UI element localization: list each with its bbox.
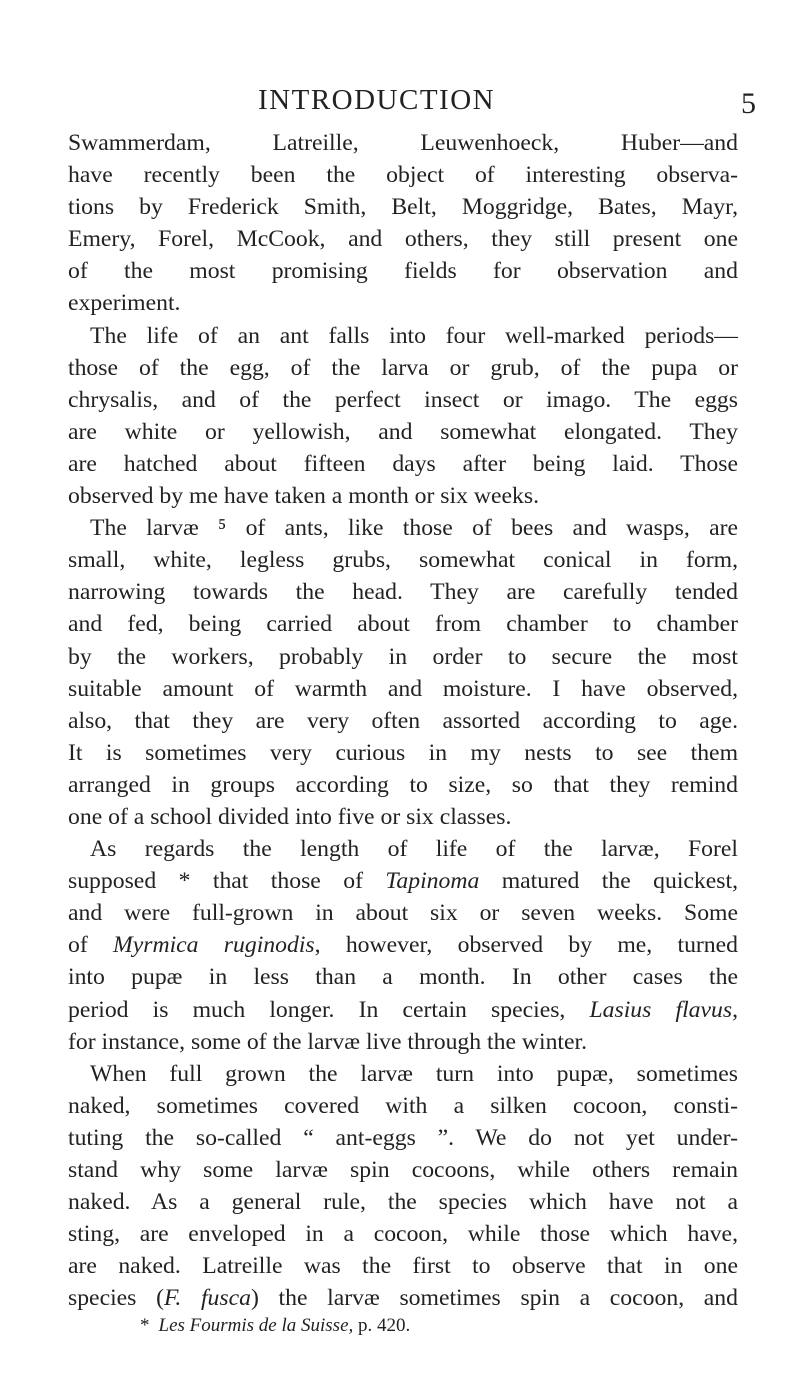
- footnote-title: Les Fourmis de la Suisse,: [158, 1315, 354, 1336]
- text-line: sting, are enveloped in a cocoon, while those which have,: [68, 1221, 738, 1248]
- text-line: period is much longer. In certain species, Lasius flavus,: [68, 996, 738, 1023]
- body-text: [68, 127, 738, 1314]
- text-line: As regards the length of life of the larvæ, Forel: [90, 836, 738, 863]
- footnote-page-ref: p. 420.: [358, 1315, 411, 1336]
- text-line: have recently been the object of interesting observa-: [68, 162, 738, 189]
- text-line: of the most promising fields for observation and: [68, 258, 738, 285]
- text-line: by the workers, probably in order to secure the most: [68, 643, 738, 670]
- text-line: tuting the so-called “ ant-eggs ”. We do not yet under-: [68, 1124, 738, 1151]
- text-line: The life of an ant falls into four well-marked periods—: [90, 322, 738, 349]
- text-line: one of a school divided into five or six classes.: [68, 803, 512, 830]
- text-line: tions by Frederick Smith, Belt, Moggridge, Bates, Mayr,: [68, 194, 738, 221]
- text-line: species (F. fusca) the larvæ sometimes spin a cocoon, and: [68, 1285, 738, 1312]
- text-line: into pupæ in less than a month. In other cases the: [68, 964, 738, 991]
- text-line: It is sometimes very curious in my nests to see them: [68, 739, 738, 766]
- text-line: and were full-grown in about six or seven weeks. Some: [68, 900, 738, 927]
- text-line: of Myrmica ruginodis, however, observed by me, turned: [68, 932, 739, 959]
- text-line: naked, sometimes covered with a silken cocoon, consti-: [68, 1092, 738, 1119]
- text-line: suitable amount of warmth and moisture. I have observed,: [68, 675, 738, 702]
- page-number: 5: [741, 87, 756, 120]
- text-line: Swammerdam, Latreille, Leuwenhoeck, Huber—and: [68, 130, 738, 156]
- footnote: [140, 1314, 410, 1338]
- text-line: experiment.: [68, 290, 181, 317]
- text-line: naked. As a general rule, the species which have not a: [68, 1189, 738, 1216]
- text-line: The larvæ ⁵ of ants, like those of bees and wasps, are: [90, 515, 738, 542]
- text-line: those of the egg, of the larva or grub, of the pupa or: [68, 354, 738, 381]
- text-line: and fed, being carried about from chamber to chamber: [68, 611, 738, 638]
- text-line: When full grown the larvæ turn into pupæ, sometimes: [90, 1060, 738, 1087]
- text-line: are white or yellowish, and somewhat elongated. They: [68, 418, 738, 445]
- text-line: arranged in groups according to size, so that they remind: [68, 771, 738, 798]
- text-line: are hatched about fifteen days after being laid. Those: [68, 450, 738, 477]
- footnote-marker: *: [140, 1315, 150, 1336]
- text-line: stand why some larvæ spin cocoons, while others remain: [68, 1157, 738, 1183]
- text-line: also, that they are very often assorted according to age.: [68, 707, 738, 734]
- text-line: observed by me have taken a month or six weeks.: [68, 483, 539, 510]
- text-line: Emery, Forel, McCook, and others, they still present one: [68, 226, 738, 253]
- chapter-title: INTRODUCTION: [258, 84, 496, 116]
- running-head: [0, 84, 800, 120]
- text-line: are naked. Latreille was the first to observe that in one: [68, 1253, 738, 1280]
- text-line: small, white, legless grubs, somewhat conical in form,: [68, 547, 738, 574]
- text-line: chrysalis, and of the perfect insect or imago. The eggs: [68, 386, 738, 413]
- text-line: for instance, some of the larvæ live through the winter.: [68, 1028, 588, 1055]
- text-line: narrowing towards the head. They are carefully tended: [68, 579, 738, 606]
- text-line: supposed * that those of Tapinoma matured the quickest,: [68, 868, 738, 895]
